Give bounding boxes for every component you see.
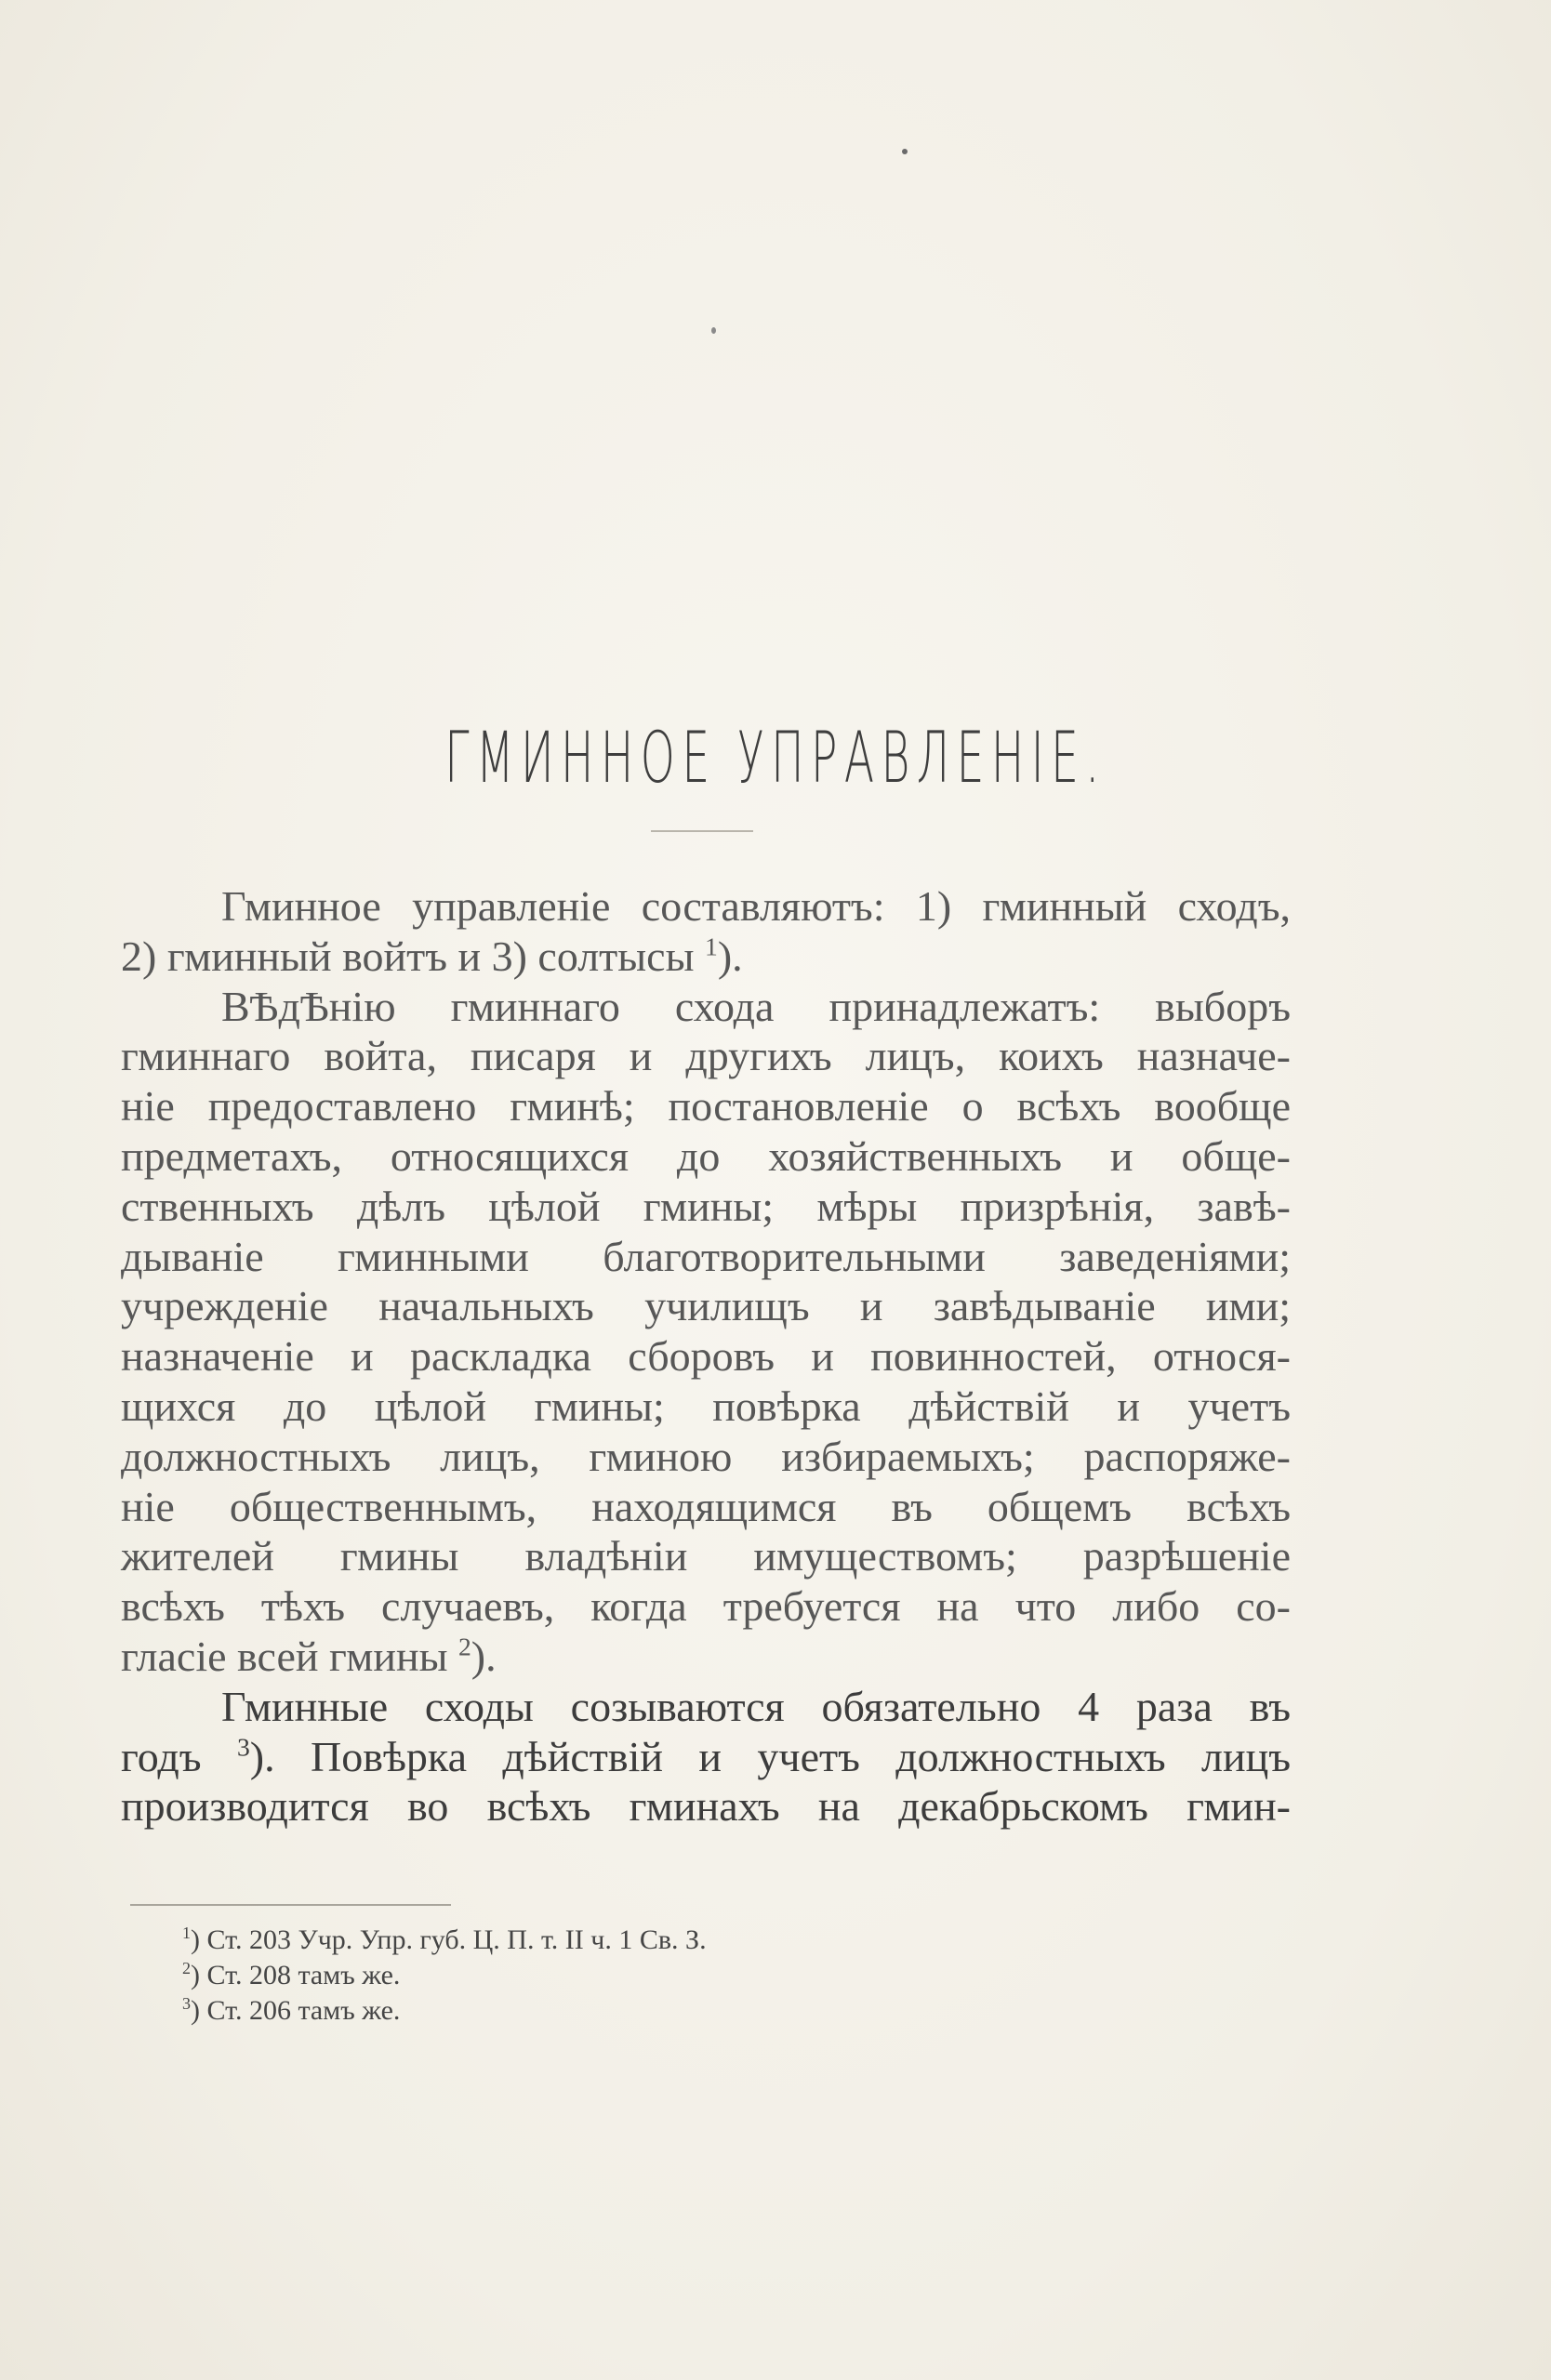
page-title: ГМИННОЕ УПРАВЛЕНIЕ.	[444, 716, 1107, 799]
text-line: 2) гминный войтъ и 3) солтысы $^1$).	[121, 932, 743, 980]
text-line: Гминные сходы созываются обязательно 4 раза въ	[221, 1682, 1291, 1730]
footnote-mark: 3	[182, 1994, 191, 2013]
ink-speck	[711, 327, 716, 334]
footnote-ref: 2	[458, 1632, 471, 1661]
footnote-ref: 3	[237, 1732, 250, 1762]
text-line: годъ $^3$). Повѣрка дѣйствiй и учетъ должностныхъ лицъ	[121, 1732, 1292, 1780]
text-line: ВѢдѢнiю гминнаго схода принадлежатъ: выборъ	[221, 982, 1291, 1030]
text-line: предметахъ, относящихся до хозяйственныхъ и обще-	[121, 1131, 1291, 1180]
text-line: учрежденiе начальныхъ училищъ и завѣдыванiе ими;	[121, 1282, 1291, 1330]
text-line: гминнаго войта, писаря и другихъ лицъ, коихъ назначе-	[121, 1032, 1291, 1080]
text-line: нiе общественнымъ, находящимся въ общемъ всѣхъ	[121, 1482, 1291, 1530]
footnote-ref: 1	[705, 932, 718, 961]
footnote-mark: 1	[182, 1924, 191, 1942]
body-text	[121, 881, 1291, 1831]
text-line: назначенiе и раскладка сборовъ и повинностей, относя-	[121, 1332, 1291, 1381]
text-line: всѣхъ тѣхъ случаевъ, когда требуется на что либо со-	[121, 1582, 1291, 1631]
footnote: $^3$) Ст. 206 тамъ же.	[182, 1994, 401, 2026]
text-line: гласiе всей гмины $^2$).	[121, 1632, 497, 1680]
text-line: Гминное управленiе составляютъ: 1) гминный сходъ,	[221, 882, 1291, 930]
ink-speck	[902, 149, 908, 154]
text-line: производится во всѣхъ гминахъ на декабрьскомъ гмин-	[121, 1782, 1291, 1831]
footnote: $^2$) Ст. 208 тамъ же.	[182, 1959, 401, 1990]
footnote: $^1$) Ст. 203 Учр. Упр. губ. Ц. П. т. II ч. 1 Св. З.	[182, 1924, 707, 1955]
text-line: ственныхъ дѣлъ цѣлой гмины; мѣры призрѣнiя, завѣ-	[121, 1182, 1291, 1230]
text-line: должностныхъ лицъ, гминою избираемыхъ; распоряже-	[121, 1432, 1291, 1480]
text-line: нiе предоставлено гминѣ; постановленiе о всѣхъ вообще	[121, 1082, 1291, 1130]
text-line: щихся до цѣлой гмины; повѣрка дѣйствiй и учетъ	[121, 1382, 1291, 1430]
footnotes	[182, 1923, 1019, 2029]
text-line: жителей гмины владѣнiи имуществомъ; разрѣшенiе	[121, 1532, 1291, 1580]
footnote-mark: 2	[182, 1959, 191, 1977]
title-divider	[651, 830, 753, 832]
text-line: дыванiе гминными благотворительными заведенiями;	[121, 1232, 1291, 1280]
footnote-divider	[130, 1904, 451, 1906]
